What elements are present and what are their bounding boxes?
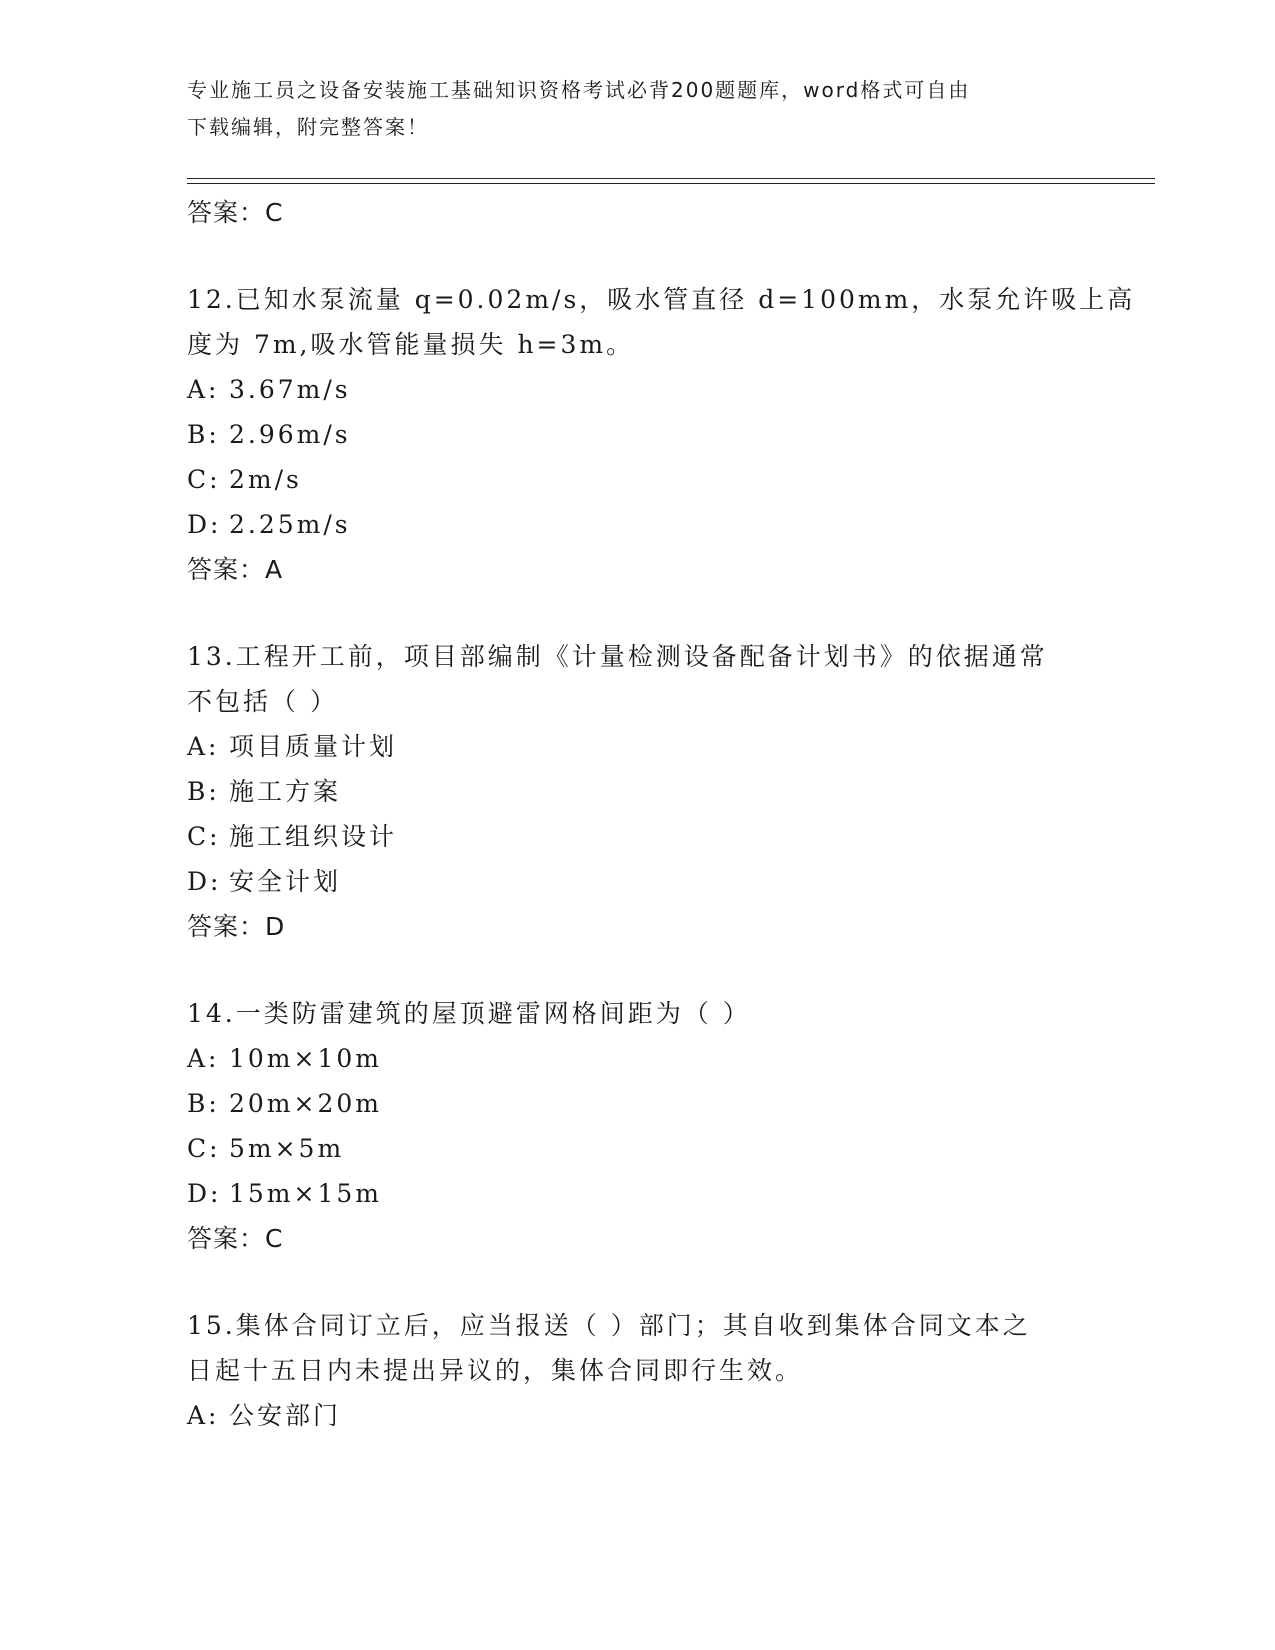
- option-text: 3.67m/s: [229, 375, 351, 404]
- option-letter: A:: [187, 732, 220, 761]
- document-header: [187, 72, 1067, 146]
- question-block: [187, 634, 1087, 949]
- option-text: 2.25m/s: [229, 510, 351, 539]
- option-text: 施工组织设计: [229, 822, 398, 851]
- answer-line: 答案：C: [187, 1224, 284, 1253]
- option-letter: D:: [187, 1179, 222, 1208]
- option-b: [187, 769, 1087, 814]
- option-letter: C:: [187, 822, 221, 851]
- question-text: 15.集体合同订立后，应当报送（ ）部门；其自收到集体合同文本之: [187, 1311, 1031, 1340]
- header-line-2: 下载编辑，附完整答案！: [187, 115, 429, 139]
- question-block: [187, 991, 1087, 1261]
- question-text: 日起十五日内未提出异议的，集体合同即行生效。: [187, 1356, 804, 1385]
- option-letter: A:: [187, 1401, 220, 1430]
- question-text: 13.工程开工前，项目部编制《计量检测设备配备计划书》的依据通常: [187, 642, 1048, 671]
- question-text: 14.一类防雷建筑的屋顶避雷网格间距为（ ）: [187, 999, 751, 1028]
- question-text: 12.已知水泵流量 q=0.02m/s，吸水管直径 d=100mm，水泵允许吸上高: [187, 285, 1136, 314]
- option-letter: B:: [187, 777, 220, 806]
- option-text: 安全计划: [229, 867, 342, 896]
- option-letter: B:: [187, 420, 220, 449]
- option-letter: C:: [187, 1134, 221, 1163]
- question-list: [187, 190, 1136, 1438]
- option-text: 2m/s: [229, 465, 302, 494]
- header-divider-bottom: [187, 183, 1155, 184]
- question-block: [187, 1303, 1087, 1438]
- header-line-1: 专业施工员之设备安装施工基础知识资格考试必背200题题库，word格式可自由: [187, 78, 971, 102]
- option-a: [187, 1393, 1087, 1438]
- option-text: 公安部门: [229, 1401, 342, 1430]
- option-c: [187, 1126, 1087, 1171]
- option-text: 5m×5m: [229, 1134, 345, 1163]
- option-text: 项目质量计划: [229, 732, 398, 761]
- option-d: [187, 859, 1087, 904]
- question-block: [187, 277, 1136, 592]
- question-text: 度为 7m,吸水管能量损失 h=3m。: [187, 330, 635, 359]
- option-text: 施工方案: [229, 777, 342, 806]
- option-a: [187, 367, 1087, 412]
- option-text: 10m×10m: [229, 1044, 382, 1073]
- answer-line: 答案：C: [187, 198, 284, 227]
- answer-line: 答案：A: [187, 555, 284, 584]
- header-divider-top: [187, 178, 1155, 179]
- option-c: [187, 814, 1087, 859]
- question-text: 不包括（ ）: [187, 687, 338, 716]
- option-text: 2.96m/s: [229, 420, 351, 449]
- option-letter: C:: [187, 465, 221, 494]
- option-b: [187, 1081, 1087, 1126]
- option-a: [187, 1036, 1087, 1081]
- option-b: [187, 412, 1087, 457]
- option-letter: D:: [187, 510, 222, 539]
- option-a: [187, 724, 1087, 769]
- option-text: 20m×20m: [229, 1089, 382, 1118]
- option-letter: A:: [187, 375, 220, 404]
- option-d: [187, 1171, 1087, 1216]
- option-letter: D:: [187, 867, 222, 896]
- option-text: 15m×15m: [229, 1179, 382, 1208]
- answer-line: 答案：D: [187, 912, 286, 941]
- option-c: [187, 457, 1087, 502]
- option-letter: A:: [187, 1044, 220, 1073]
- option-letter: B:: [187, 1089, 220, 1118]
- option-d: [187, 502, 1087, 547]
